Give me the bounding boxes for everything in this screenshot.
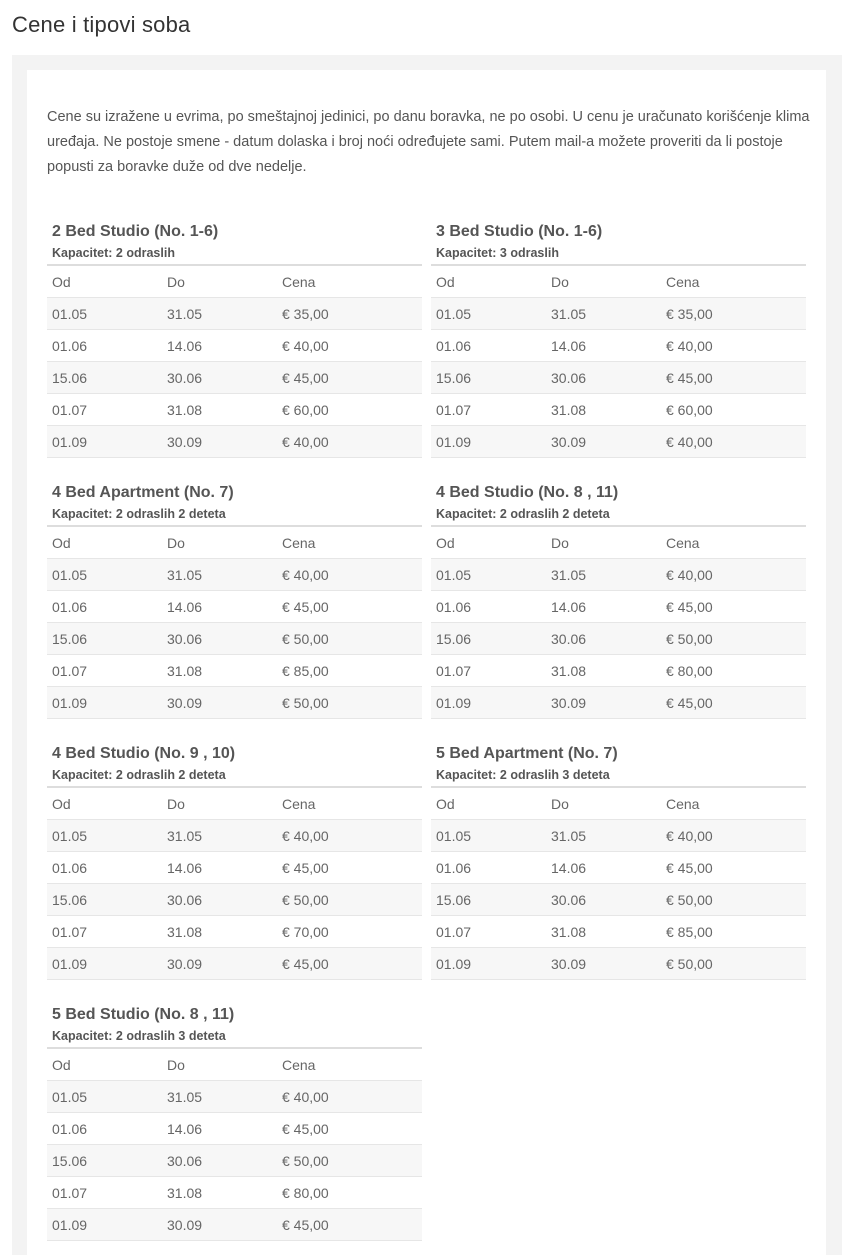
price-table <box>431 786 806 980</box>
table-row <box>47 852 422 884</box>
cell-price: € 50,00 <box>661 948 806 980</box>
cell-price: € 40,00 <box>661 820 806 852</box>
header-price: Cena <box>661 526 806 559</box>
cell-to: 31.08 <box>546 394 661 426</box>
header-to: Do <box>546 526 661 559</box>
room-capacity: Kapacitet: 2 odraslih <box>52 246 175 260</box>
header-price: Cena <box>277 1048 422 1081</box>
cell-from: 01.06 <box>47 852 162 884</box>
cell-price: € 45,00 <box>277 948 422 980</box>
cell-price: € 40,00 <box>277 426 422 458</box>
cell-from: 01.09 <box>47 1209 162 1241</box>
cell-from: 15.06 <box>47 362 162 394</box>
price-table <box>431 525 806 719</box>
table-row <box>47 1081 422 1113</box>
cell-price: € 40,00 <box>277 559 422 591</box>
cell-price: € 45,00 <box>661 591 806 623</box>
cell-to: 30.09 <box>162 687 277 719</box>
table-row <box>47 426 422 458</box>
table-row <box>47 330 422 362</box>
cell-price: € 85,00 <box>661 916 806 948</box>
cell-to: 30.06 <box>162 884 277 916</box>
table-row <box>431 623 806 655</box>
table-row <box>47 591 422 623</box>
cell-to: 31.08 <box>162 655 277 687</box>
table-row <box>47 655 422 687</box>
cell-to: 31.05 <box>546 559 661 591</box>
header-from: Od <box>47 1048 162 1081</box>
cell-from: 01.09 <box>431 687 546 719</box>
header-to: Do <box>162 265 277 298</box>
intro-text: Cene su izražene u evrima, po smeštajnoj jedinici, po danu boravka, ne po osobi. U cenu je uračunato korišćenje klima uređaja. Ne postoje smene - datum dolaska i broj noći određujete sami. Putem mail-a možete proveriti da li postoje popusti za boravke duže od dve nedelje. <box>47 109 810 175</box>
cell-to: 30.06 <box>162 1145 277 1177</box>
cell-price: € 45,00 <box>277 591 422 623</box>
cell-from: 01.06 <box>431 852 546 884</box>
cell-price: € 40,00 <box>277 330 422 362</box>
cell-from: 01.09 <box>47 687 162 719</box>
header-price: Cena <box>277 265 422 298</box>
price-table <box>47 525 422 719</box>
price-table <box>47 1047 422 1241</box>
cell-price: € 45,00 <box>277 852 422 884</box>
table-row <box>431 591 806 623</box>
header-from: Od <box>431 526 546 559</box>
table-row <box>431 687 806 719</box>
room-title: 3 Bed Studio (No. 1-6) <box>436 223 603 240</box>
table-row <box>47 1113 422 1145</box>
table-row <box>47 687 422 719</box>
room-card <box>431 742 806 980</box>
cell-price: € 35,00 <box>661 298 806 330</box>
cell-from: 01.06 <box>47 330 162 362</box>
room-title: 5 Bed Studio (No. 8 , 11) <box>52 1006 235 1023</box>
room-card <box>47 1003 422 1241</box>
table-row <box>47 1145 422 1177</box>
cell-price: € 50,00 <box>277 687 422 719</box>
cell-price: € 40,00 <box>661 426 806 458</box>
cell-from: 01.07 <box>431 655 546 687</box>
cell-to: 14.06 <box>162 1113 277 1145</box>
header-to: Do <box>162 526 277 559</box>
cell-from: 15.06 <box>47 884 162 916</box>
header-to: Do <box>162 1048 277 1081</box>
cell-from: 15.06 <box>47 1145 162 1177</box>
cell-from: 01.09 <box>47 948 162 980</box>
room-card <box>431 481 806 719</box>
header-to: Do <box>546 787 661 820</box>
header-from: Od <box>47 265 162 298</box>
table-header-row <box>431 526 806 559</box>
cell-price: € 85,00 <box>277 655 422 687</box>
cell-to: 14.06 <box>546 852 661 884</box>
cell-price: € 80,00 <box>277 1177 422 1209</box>
header-to: Do <box>546 265 661 298</box>
header-from: Od <box>431 787 546 820</box>
room-capacity: Kapacitet: 2 odraslih 2 deteta <box>52 768 226 782</box>
table-row <box>47 1177 422 1209</box>
cell-to: 30.06 <box>546 623 661 655</box>
cell-to: 14.06 <box>546 591 661 623</box>
cell-price: € 45,00 <box>277 1113 422 1145</box>
room-card <box>431 220 806 458</box>
table-row <box>47 559 422 591</box>
price-table <box>47 786 422 980</box>
cell-price: € 45,00 <box>277 362 422 394</box>
header-from: Od <box>47 787 162 820</box>
header-from: Od <box>431 265 546 298</box>
cell-price: € 50,00 <box>277 1145 422 1177</box>
header-price: Cena <box>661 265 806 298</box>
cell-price: € 50,00 <box>277 623 422 655</box>
cell-price: € 50,00 <box>661 884 806 916</box>
room-capacity: Kapacitet: 2 odraslih 2 deteta <box>436 507 610 521</box>
cell-price: € 45,00 <box>661 852 806 884</box>
room-card <box>47 742 422 980</box>
cell-from: 01.06 <box>431 591 546 623</box>
cell-from: 01.05 <box>431 298 546 330</box>
table-header-row <box>431 265 806 298</box>
cell-from: 01.07 <box>47 394 162 426</box>
cell-to: 30.09 <box>162 948 277 980</box>
cell-to: 31.05 <box>546 298 661 330</box>
cell-from: 15.06 <box>431 884 546 916</box>
table-row <box>431 852 806 884</box>
table-row <box>47 298 422 330</box>
table-row <box>431 362 806 394</box>
table-row <box>47 820 422 852</box>
cell-price: € 40,00 <box>277 1081 422 1113</box>
cell-from: 01.05 <box>47 1081 162 1113</box>
cell-price: € 40,00 <box>277 820 422 852</box>
room-title: 5 Bed Apartment (No. 7) <box>436 745 618 762</box>
cell-price: € 45,00 <box>661 687 806 719</box>
table-row <box>47 916 422 948</box>
cell-from: 01.05 <box>431 559 546 591</box>
cell-from: 01.09 <box>47 426 162 458</box>
table-row <box>431 394 806 426</box>
cell-price: € 60,00 <box>661 394 806 426</box>
cell-to: 14.06 <box>546 330 661 362</box>
cell-from: 15.06 <box>47 623 162 655</box>
cell-to: 31.08 <box>546 655 661 687</box>
cell-from: 01.06 <box>47 591 162 623</box>
room-title: 4 Bed Apartment (No. 7) <box>52 484 234 501</box>
cell-to: 31.08 <box>162 394 277 426</box>
cell-from: 01.09 <box>431 948 546 980</box>
table-row <box>431 559 806 591</box>
room-title: 2 Bed Studio (No. 1-6) <box>52 223 219 240</box>
table-header-row <box>47 526 422 559</box>
cell-from: 01.07 <box>431 916 546 948</box>
cell-from: 01.06 <box>47 1113 162 1145</box>
room-title: 4 Bed Studio (No. 9 , 10) <box>52 745 236 762</box>
header-from: Od <box>47 526 162 559</box>
cell-to: 30.06 <box>546 884 661 916</box>
room-capacity: Kapacitet: 3 odraslih <box>436 246 559 260</box>
cell-from: 15.06 <box>431 623 546 655</box>
cell-price: € 40,00 <box>661 559 806 591</box>
table-row <box>47 1209 422 1241</box>
cell-to: 30.06 <box>162 362 277 394</box>
cell-to: 30.06 <box>546 362 661 394</box>
cell-price: € 60,00 <box>277 394 422 426</box>
table-row <box>431 426 806 458</box>
cell-from: 01.05 <box>47 820 162 852</box>
cell-price: € 50,00 <box>661 623 806 655</box>
cell-price: € 35,00 <box>277 298 422 330</box>
header-price: Cena <box>277 787 422 820</box>
cell-to: 30.09 <box>546 687 661 719</box>
table-row <box>431 330 806 362</box>
cell-price: € 80,00 <box>661 655 806 687</box>
cell-to: 31.05 <box>162 820 277 852</box>
room-capacity: Kapacitet: 2 odraslih 2 deteta <box>52 507 226 521</box>
cell-to: 31.05 <box>546 820 661 852</box>
table-row <box>431 916 806 948</box>
table-header-row <box>47 1048 422 1081</box>
table-row <box>47 362 422 394</box>
table-row <box>431 820 806 852</box>
room-card <box>47 220 422 458</box>
cell-from: 01.05 <box>431 820 546 852</box>
table-row <box>431 884 806 916</box>
cell-from: 15.06 <box>431 362 546 394</box>
room-title: 4 Bed Studio (No. 8 , 11) <box>436 484 619 501</box>
cell-to: 30.09 <box>546 948 661 980</box>
page-title: Cene i tipovi soba <box>12 12 191 37</box>
table-row <box>47 623 422 655</box>
header-to: Do <box>162 787 277 820</box>
table-header-row <box>47 265 422 298</box>
room-capacity: Kapacitet: 2 odraslih 3 deteta <box>52 1029 226 1043</box>
cell-to: 31.05 <box>162 1081 277 1113</box>
table-header-row <box>47 787 422 820</box>
cell-from: 01.06 <box>431 330 546 362</box>
cell-from: 01.07 <box>47 916 162 948</box>
cell-from: 01.05 <box>47 298 162 330</box>
cell-to: 31.05 <box>162 298 277 330</box>
cell-price: € 70,00 <box>277 916 422 948</box>
table-row <box>47 394 422 426</box>
price-table <box>47 264 422 458</box>
cell-from: 01.09 <box>431 426 546 458</box>
cell-to: 31.05 <box>162 559 277 591</box>
cell-to: 14.06 <box>162 330 277 362</box>
table-row <box>431 948 806 980</box>
table-row <box>431 655 806 687</box>
cell-from: 01.07 <box>47 655 162 687</box>
cell-price: € 45,00 <box>277 1209 422 1241</box>
price-table <box>431 264 806 458</box>
cell-to: 31.08 <box>546 916 661 948</box>
room-card <box>47 481 422 719</box>
cell-to: 30.09 <box>546 426 661 458</box>
cell-to: 31.08 <box>162 916 277 948</box>
cell-from: 01.07 <box>47 1177 162 1209</box>
header-price: Cena <box>661 787 806 820</box>
cell-from: 01.07 <box>431 394 546 426</box>
cell-to: 31.08 <box>162 1177 277 1209</box>
table-row <box>47 948 422 980</box>
cell-to: 30.09 <box>162 426 277 458</box>
table-header-row <box>431 787 806 820</box>
header-price: Cena <box>277 526 422 559</box>
cell-from: 01.05 <box>47 559 162 591</box>
room-capacity: Kapacitet: 2 odraslih 3 deteta <box>436 768 610 782</box>
cell-to: 30.09 <box>162 1209 277 1241</box>
cell-price: € 40,00 <box>661 330 806 362</box>
cell-price: € 50,00 <box>277 884 422 916</box>
cell-to: 30.06 <box>162 623 277 655</box>
table-row <box>431 298 806 330</box>
cell-price: € 45,00 <box>661 362 806 394</box>
cell-to: 14.06 <box>162 852 277 884</box>
cell-to: 14.06 <box>162 591 277 623</box>
table-row <box>47 884 422 916</box>
